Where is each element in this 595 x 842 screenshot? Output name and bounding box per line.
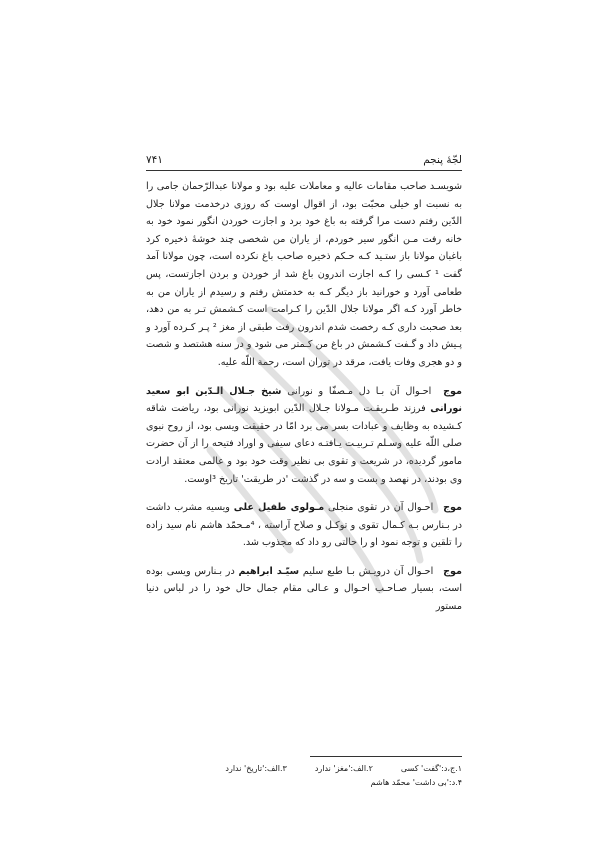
footnotes bbox=[146, 762, 462, 790]
footnote-4: ۴.د:'بی داشت' محمّد هاشم bbox=[370, 778, 462, 787]
body-text bbox=[146, 178, 462, 616]
running-header bbox=[146, 152, 462, 168]
intro-paragraph: شویسـد صاحب مقامات عالیه و معاملات علیه بود و مولانا عبدالرّحمان جامی را به نسبت او خیلی محبّت بود، از اقوال اوست که روزی در‌خدمت مولانا جلال الدّین رفتم دست مرا گرفته به باغ خود برد و اجازت خوردن انگور نمود خود به خانه رفت مـن انگور سیر خوردم، از یاران من شخصی چند خوشهٔ ذخیره کرد باغبان مولانا باز ستـید کـه حـکم ذخیره صاحب باغ نکرده است، چون مولانا آمد گفت ¹ کـسی را کـه اجازت اندرون باغ شد از خوردن و بردن اجازتست، پس طعامی آورد و خورانید باز دیگر کـه به خدمتش رفتم و رسیدم از یاران من به خاطر آورد کـه اگر مولانا جلال الدّین را کـرامت است کـشمش تـر به من دهد، بعد صحبت داری کـه رخصت شدم اندرون رفت طبقی از مغز ² پـر کـرده آورد و پـیش داد و گـفت کـشمش در باغ من کـمتر می شود و در سنه هشتصد و شصت و دو هجری وفات یافت، مرقد در توران است، رحمة اللّه علیه. bbox=[146, 181, 463, 368]
paragraph-ibrahim bbox=[146, 563, 462, 616]
footnote-rule bbox=[310, 756, 462, 757]
footnote-row bbox=[146, 762, 462, 776]
wave-label: موج bbox=[443, 502, 462, 514]
wave-label: موج bbox=[443, 385, 462, 397]
para-text: ویسیه مشرب داشت در بـنارس بـه کـمال تقوی و توکـل و صلاح آراسته ، ⁴مـحمّد هاشم نام سید زاده را تلقین و توجه نمود او را حالتی رو داد که مجذوب شد. bbox=[146, 502, 462, 549]
page-number: ۷۴۱ bbox=[146, 154, 163, 166]
footnote-3: ۳.الف:'تاریخ' ندارد bbox=[225, 764, 287, 773]
para-lead: احـوال آن در تقوی منجلی bbox=[328, 502, 434, 514]
para-text: در بـنارس ویسی بوده است، بسیار صـاحـب احـوال و عـالی مقام جمال حال خود را در لباس دنیا مستور bbox=[146, 565, 462, 613]
header-rule bbox=[146, 170, 462, 171]
person-name: مـولوی طفیل علی bbox=[233, 502, 325, 514]
para-text: فرزند طـریقـت مـولانا جـلال الدّین ابویزید نورانی بود، ریاضت شاقه کـشیده به وظایف و عبادات بسر می برد امّا در حقیقت ویسی بود، از روح نبوی صلی اللّه علیه وسـلم تـربیـت یـافتـه دعای سیفی و اوراد فتیحه را از آن حضرت مامور گردیده، در شریعت و تقوی بی نظیر وقت خود بود و عالمی معتقد ارادت وی بودند، در نهصد و بست و سه در گذشت 'در طریقت' تاریخ ³اوست. bbox=[146, 403, 462, 485]
footnote-row bbox=[146, 776, 462, 790]
person-name: شیخ جـلال الـدّین ابو سعید نورانی bbox=[146, 385, 462, 415]
chapter-title: لجّهٔ پنجم bbox=[423, 154, 462, 166]
para-lead: احـوال آن درویـش بـا طبع سلیم bbox=[302, 565, 434, 577]
paragraph-tufail-ali bbox=[146, 499, 462, 552]
footnote-1: ۱.ج،د:'گفت' کسی bbox=[400, 764, 462, 773]
person-name: سیّـد ابراهیم bbox=[238, 565, 300, 577]
para-lead: احـوال آن بـا دل مـصفّا و نورانی bbox=[287, 385, 432, 397]
wave-label: موج bbox=[443, 565, 462, 577]
footnote-2: ۲.الف:'مغز' ندارد bbox=[314, 764, 373, 773]
paragraph-jalaluddin bbox=[146, 383, 462, 489]
